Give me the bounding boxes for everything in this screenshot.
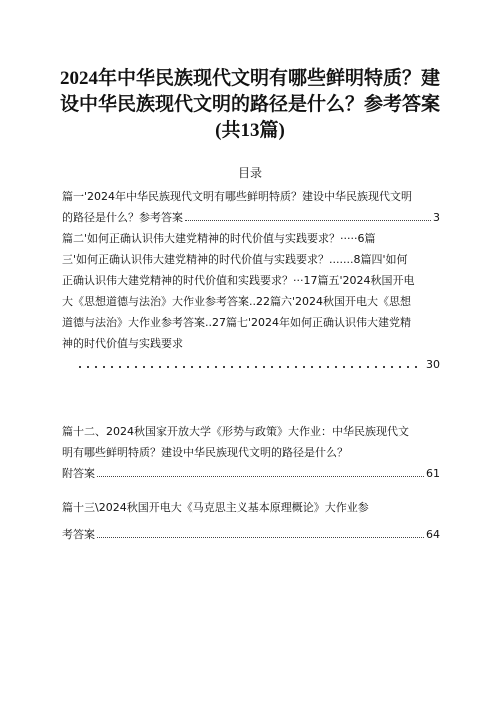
toc-entry-1-end[interactable]: 的路径是什么？参考答案 3 xyxy=(62,207,440,228)
document-title xyxy=(40,66,460,144)
toc-line[interactable]: 正确认识伟大建党精神的时代价值和实践要求？···17篇五'2024秋国开电 xyxy=(62,274,415,287)
toc-leader-line[interactable] xyxy=(62,354,440,375)
toc-entry-13-end[interactable]: 考答案 64 xyxy=(62,524,440,545)
page-number: 30 xyxy=(426,358,440,371)
toc-line[interactable]: 明有哪些鲜明特质？建设中华民族现代文明的路径是什么？ xyxy=(62,446,348,459)
toc-heading: 目录 xyxy=(237,166,262,180)
toc-line[interactable]: 篇十二、2024秋国家开放大学《形势与政策》大作业：中华民族现代文 xyxy=(62,425,409,438)
page-number: 3 xyxy=(433,211,440,224)
toc-block-1 xyxy=(62,186,440,375)
toc-block-2 xyxy=(62,421,440,484)
toc-entry-12-end[interactable]: 附答案 61 xyxy=(62,463,440,484)
title-line-1: 2024年中华民族现代文明有哪些鲜明特质？建 xyxy=(59,68,440,89)
toc-line[interactable]: 神的时代价值与实践要求 xyxy=(62,337,183,350)
page-number: 61 xyxy=(426,467,440,480)
toc-line[interactable]: 篇十三\2024秋国开电大《马克思主义基本原理概论》大作业参 xyxy=(62,501,369,514)
toc-line[interactable]: 篇一'2024年中华民族现代文明有哪些鲜明特质？建设中华民族现代文明 xyxy=(62,190,413,203)
toc-line[interactable]: 道德与法治》大作业参考答案..27篇七'2024年如何正确认识伟大建党精 xyxy=(62,316,412,329)
toc-line[interactable]: 篇二'如何正确认识伟大建党精神的时代价值与实践要求？·····6篇 xyxy=(62,232,376,245)
title-line-2: 设中华民族现代文明的路径是什么？参考答案 xyxy=(59,94,440,115)
toc-block-3 xyxy=(62,497,440,545)
toc-line[interactable]: 三'如何正确认识伟大建党精神的时代价值与实践要求？.......8篇四'如何 xyxy=(62,253,408,266)
title-line-3: (共13篇) xyxy=(215,120,285,141)
page-number: 64 xyxy=(426,528,440,541)
toc-line[interactable]: 大《思想道德与法治》大作业参考答案..22篇六'2024秋国开电大《思想 xyxy=(62,295,412,308)
